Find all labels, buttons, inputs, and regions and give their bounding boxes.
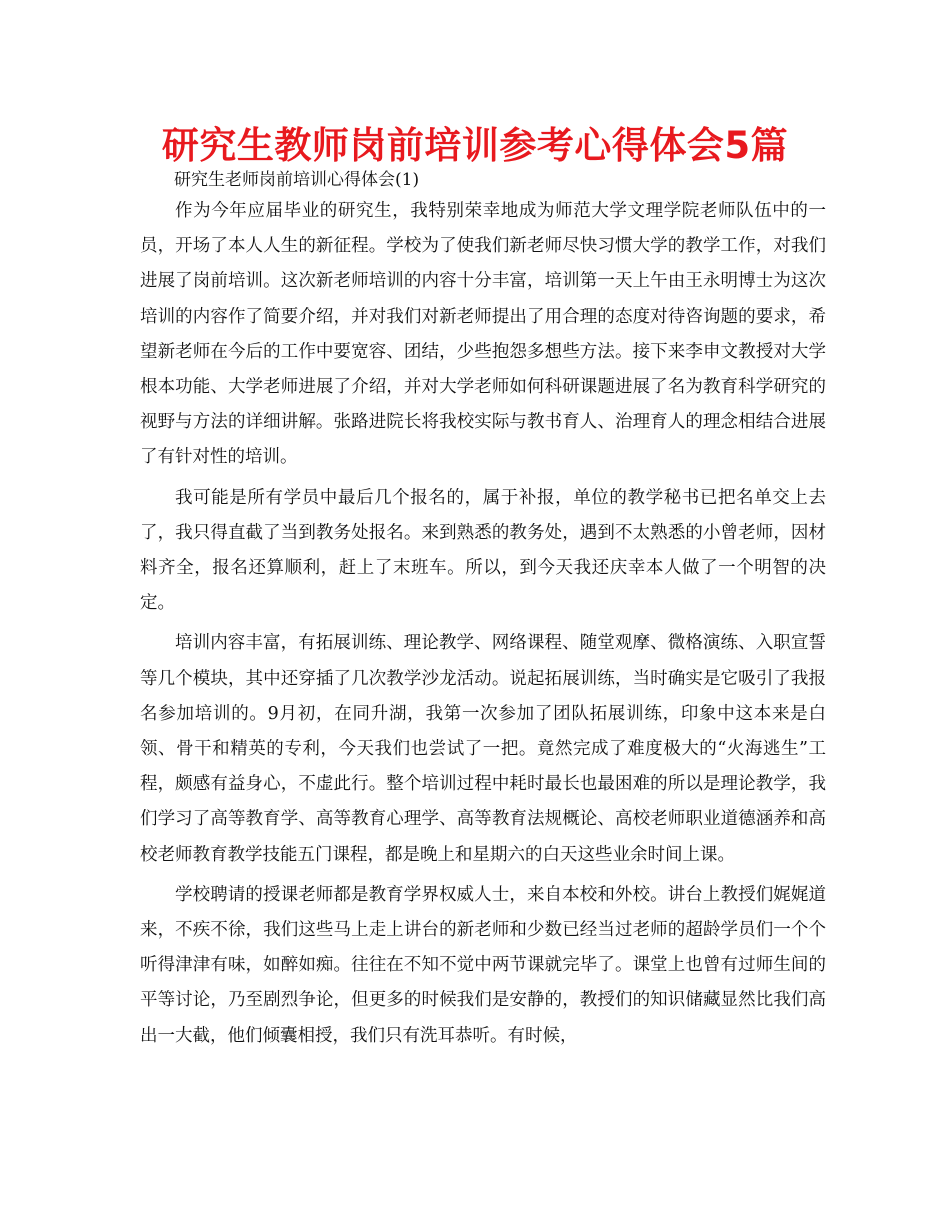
document-title: 研究生教师岗前培训参考心得体会5篇 (161, 124, 789, 167)
paragraph: 我可能是所有学员中最后几个报名的，属于补报，单位的教学秘书已把名单交上去了，我只得直截了当到教务处报名。来到熟悉的教务处，遇到不太熟悉的小曾老师，因材料齐全，报名还算顺利，赶上了末班车。所以，到今天我还庆幸本人做了一个明智的决定。 (140, 487, 826, 614)
document-body (140, 168, 826, 1054)
paragraph: 学校聘请的授课老师都是教育学界权威人士，来自本校和外校。讲台上教授们娓娓道来，不疾不徐，我们这些马上走上讲台的新老师和少数已经当过老师的超龄学员们一个个听得津津有味，如醉如痴。往往在不知不觉中两节课就完毕了。课堂上也曾有过师生间的平等讨论，乃至剧烈争论，但更多的时候我们是安静的，教授们的知识储藏显然比我们高出一大截，他们倾囊相授，我们只有洗耳恭听。有时候， (140, 884, 826, 1046)
document-subtitle: 研究生老师岗前培训心得体会(1) (174, 170, 420, 190)
paragraph: 培训内容丰富，有拓展训练、理论教学、网络课程、随堂观摩、微格演练、入职宣誓等几个模块，其中还穿插了几次教学沙龙活动。说起拓展训练，当时确实是它吸引了我报名参加培训的。9月初，在同升湖，我第一次参加了团队拓展训练，印象中这本来是白领、骨干和精英的专利，今天我们也尝试了一把。竟然完成了难度极大的“火海逃生”工程，颇感有益身心，不虚此行。整个培训过程中耗时最长也最困难的所以是理论教学，我们学习了高等教育学、高等教育心理学、高等教育法规概论、高校老师职业道德涵养和高校老师教育教学技能五门课程，都是晚上和星期六的白天这些业余时间上课。 (140, 633, 826, 865)
paragraph: 作为今年应届毕业的研究生，我特别荣幸地成为师范大学文理学院老师队伍中的一员，开场了本人人生的新征程。学校为了使我们新老师尽快习惯大学的教学工作，对我们进展了岗前培训。这次新老师培训的内容十分丰富，培训第一天上午由王永明博士为这次培训的内容作了简要介绍，并对我们对新老师提出了用合理的态度对待咨询题的要求，希望新老师在今后的工作中要宽容、团结，少些抱怨多想些方法。接下来李申文教授对大学根本功能、大学老师进展了介绍，并对大学老师如何科研课题进展了名为教育科学研究的视野与方法的详细讲解。张路进院长将我校实际与教书育人、治理育人的理念相结合进展了有针对性的培训。 (140, 201, 826, 468)
